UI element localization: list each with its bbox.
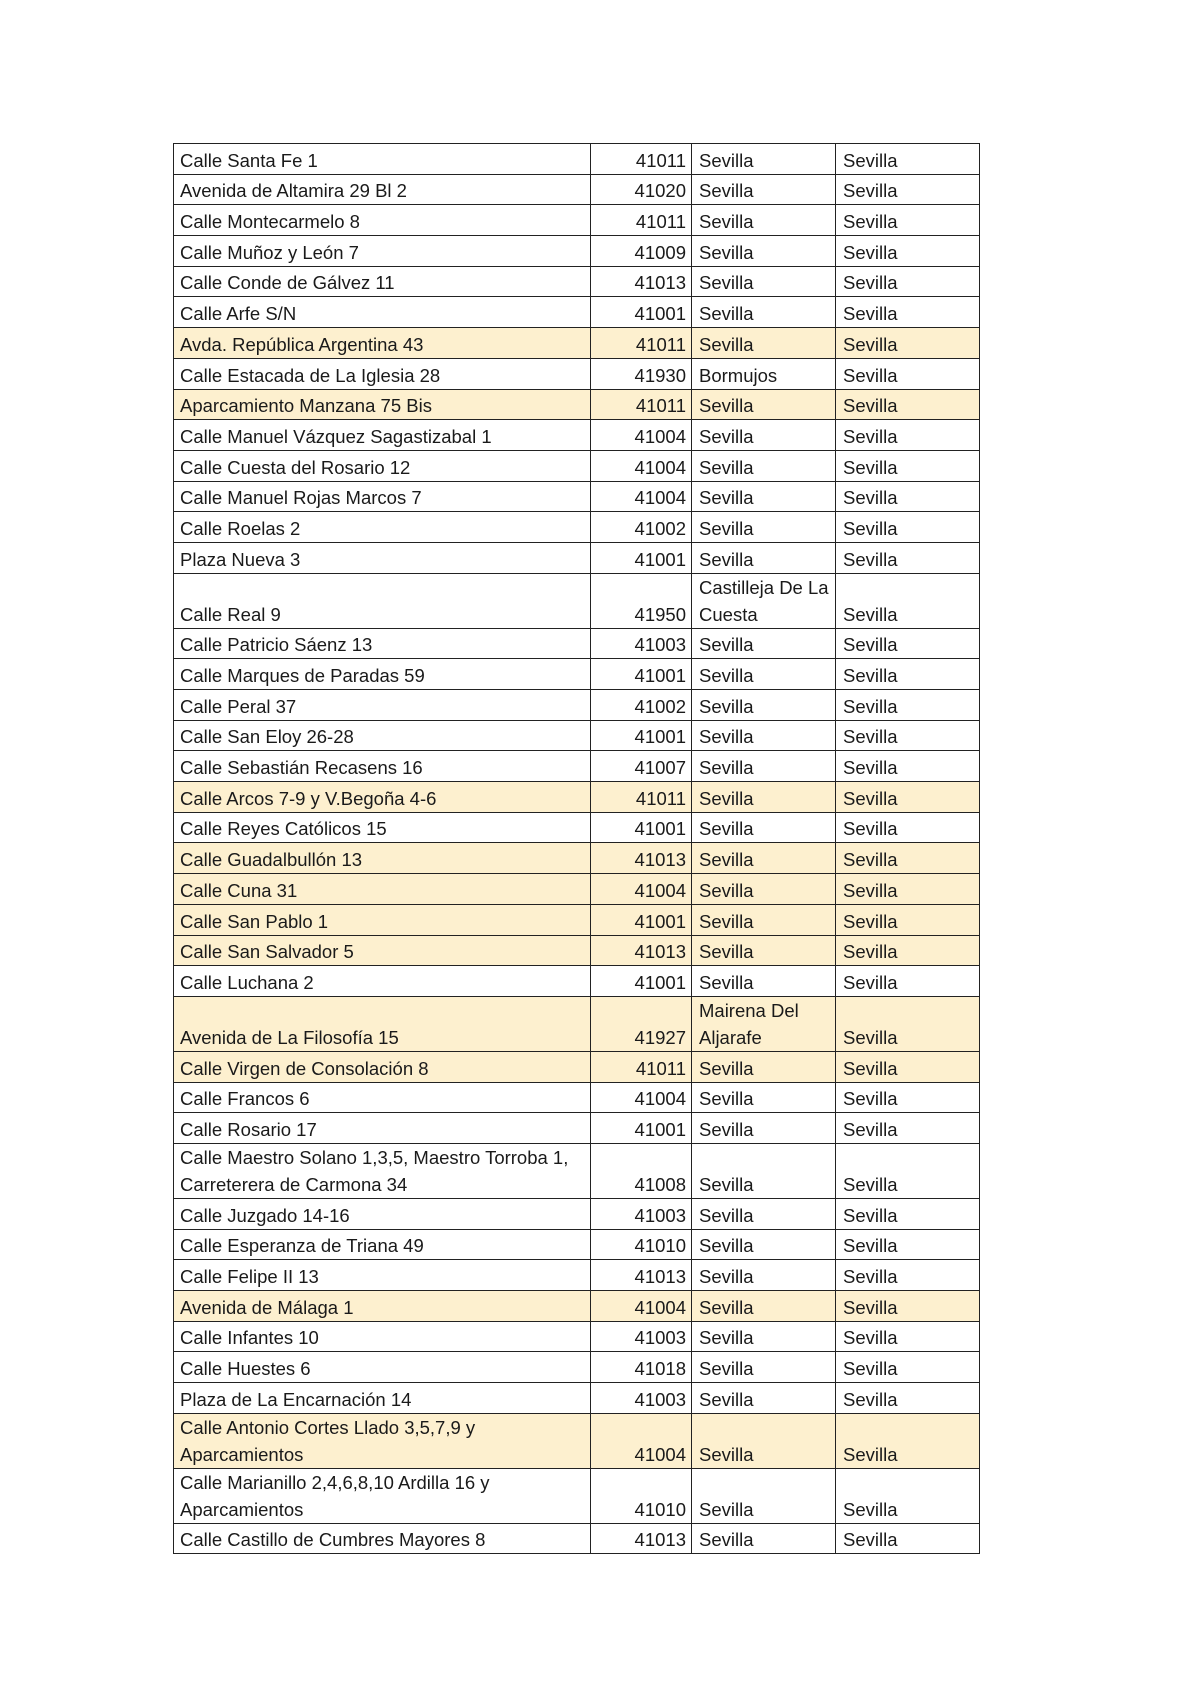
postal-code-cell: 41950 xyxy=(591,573,692,628)
address-cell: Calle Luchana 2 xyxy=(174,966,591,997)
table-row xyxy=(174,420,980,451)
postal-code-cell: 41011 xyxy=(591,328,692,359)
locality-cell: Sevilla xyxy=(692,690,836,721)
province-cell: Sevilla xyxy=(836,174,980,205)
province-cell: Sevilla xyxy=(836,1383,980,1414)
postal-code-cell: 41013 xyxy=(591,1523,692,1554)
table-row xyxy=(174,904,980,935)
locality-cell: Sevilla xyxy=(692,1413,836,1468)
address-cell: Aparcamiento Manzana 75 Bis xyxy=(174,389,591,420)
locality-cell: Sevilla xyxy=(692,1198,836,1229)
table-row xyxy=(174,389,980,420)
postal-code-cell: 41001 xyxy=(591,904,692,935)
table-row xyxy=(174,1523,980,1554)
postal-code-cell: 41004 xyxy=(591,1413,692,1468)
locality-cell: Sevilla xyxy=(692,542,836,573)
table-row xyxy=(174,751,980,782)
postal-code-cell: 41001 xyxy=(591,1113,692,1144)
table-row xyxy=(174,966,980,997)
postal-code-cell: 41011 xyxy=(591,389,692,420)
postal-code-cell: 41004 xyxy=(591,1082,692,1113)
address-cell: Calle Juzgado 14-16 xyxy=(174,1198,591,1229)
table-row xyxy=(174,1321,980,1352)
locality-cell: Sevilla xyxy=(692,1352,836,1383)
locality-cell: Sevilla xyxy=(692,144,836,175)
address-cell: Calle Felipe II 13 xyxy=(174,1260,591,1291)
locality-cell: Sevilla xyxy=(692,481,836,512)
address-cell: Avda. República Argentina 43 xyxy=(174,328,591,359)
address-cell: Calle Real 9 xyxy=(174,573,591,628)
postal-code-cell: 41004 xyxy=(591,874,692,905)
locality-cell: Mairena Del Aljarafe xyxy=(692,996,836,1051)
table-row xyxy=(174,573,980,628)
postal-code-cell: 41020 xyxy=(591,174,692,205)
locality-cell: Sevilla xyxy=(692,236,836,267)
province-cell: Sevilla xyxy=(836,1051,980,1082)
locality-cell: Sevilla xyxy=(692,782,836,813)
address-cell: Calle Maestro Solano 1,3,5, Maestro Torroba 1, Carreterera de Carmona 34 xyxy=(174,1143,591,1198)
address-cell: Calle Reyes Católicos 15 xyxy=(174,812,591,843)
postal-code-cell: 41013 xyxy=(591,935,692,966)
table-row xyxy=(174,1260,980,1291)
address-cell: Calle Peral 37 xyxy=(174,690,591,721)
address-cell: Calle Arcos 7-9 y V.Begoña 4-6 xyxy=(174,782,591,813)
address-cell: Calle Francos 6 xyxy=(174,1082,591,1113)
table-row xyxy=(174,628,980,659)
postal-code-cell: 41001 xyxy=(591,659,692,690)
locality-cell: Castilleja De La Cuesta xyxy=(692,573,836,628)
postal-code-cell: 41930 xyxy=(591,358,692,389)
locality-cell: Sevilla xyxy=(692,1082,836,1113)
postal-code-cell: 41004 xyxy=(591,420,692,451)
locality-cell: Sevilla xyxy=(692,1051,836,1082)
table-row xyxy=(174,1413,980,1468)
province-cell: Sevilla xyxy=(836,659,980,690)
province-cell: Sevilla xyxy=(836,1352,980,1383)
table-row xyxy=(174,812,980,843)
postal-code-cell: 41009 xyxy=(591,236,692,267)
address-table-body xyxy=(174,144,980,1554)
locality-cell: Sevilla xyxy=(692,1523,836,1554)
address-cell: Avenida de Málaga 1 xyxy=(174,1291,591,1322)
table-row xyxy=(174,782,980,813)
province-cell: Sevilla xyxy=(836,904,980,935)
table-row xyxy=(174,512,980,543)
locality-cell: Sevilla xyxy=(692,904,836,935)
table-row xyxy=(174,659,980,690)
address-cell: Calle Cuesta del Rosario 12 xyxy=(174,450,591,481)
address-cell: Calle Roelas 2 xyxy=(174,512,591,543)
table-row xyxy=(174,328,980,359)
table-row xyxy=(174,542,980,573)
province-cell: Sevilla xyxy=(836,450,980,481)
postal-code-cell: 41010 xyxy=(591,1468,692,1523)
table-row xyxy=(174,1198,980,1229)
postal-code-cell: 41002 xyxy=(591,512,692,543)
locality-cell: Sevilla xyxy=(692,935,836,966)
locality-cell: Sevilla xyxy=(692,1113,836,1144)
postal-code-cell: 41018 xyxy=(591,1352,692,1383)
postal-code-cell: 41001 xyxy=(591,812,692,843)
locality-cell: Sevilla xyxy=(692,1260,836,1291)
address-cell: Calle Conde de Gálvez 11 xyxy=(174,266,591,297)
province-cell: Sevilla xyxy=(836,1468,980,1523)
province-cell: Sevilla xyxy=(836,389,980,420)
province-cell: Sevilla xyxy=(836,205,980,236)
address-cell: Calle Muñoz y León 7 xyxy=(174,236,591,267)
locality-cell: Sevilla xyxy=(692,966,836,997)
postal-code-cell: 41013 xyxy=(591,843,692,874)
address-cell: Calle Arfe S/N xyxy=(174,297,591,328)
locality-cell: Sevilla xyxy=(692,874,836,905)
postal-code-cell: 41007 xyxy=(591,751,692,782)
address-cell: Avenida de La Filosofía 15 xyxy=(174,996,591,1051)
table-row xyxy=(174,481,980,512)
postal-code-cell: 41004 xyxy=(591,481,692,512)
table-row xyxy=(174,1082,980,1113)
province-cell: Sevilla xyxy=(836,782,980,813)
province-cell: Sevilla xyxy=(836,874,980,905)
table-row xyxy=(174,358,980,389)
address-cell: Calle Virgen de Consolación 8 xyxy=(174,1051,591,1082)
table-row xyxy=(174,996,980,1051)
locality-cell: Sevilla xyxy=(692,174,836,205)
postal-code-cell: 41011 xyxy=(591,782,692,813)
province-cell: Sevilla xyxy=(836,266,980,297)
address-cell: Calle Montecarmelo 8 xyxy=(174,205,591,236)
postal-code-cell: 41927 xyxy=(591,996,692,1051)
table-row xyxy=(174,144,980,175)
province-cell: Sevilla xyxy=(836,1291,980,1322)
table-row xyxy=(174,1291,980,1322)
address-cell: Calle San Salvador 5 xyxy=(174,935,591,966)
locality-cell: Sevilla xyxy=(692,205,836,236)
postal-code-cell: 41004 xyxy=(591,1291,692,1322)
table-row xyxy=(174,1383,980,1414)
address-table xyxy=(173,143,980,1554)
province-cell: Sevilla xyxy=(836,512,980,543)
postal-code-cell: 41001 xyxy=(591,720,692,751)
address-cell: Calle Sebastián Recasens 16 xyxy=(174,751,591,782)
address-cell: Calle Cuna 31 xyxy=(174,874,591,905)
address-cell: Calle Santa Fe 1 xyxy=(174,144,591,175)
postal-code-cell: 41001 xyxy=(591,966,692,997)
postal-code-cell: 41002 xyxy=(591,690,692,721)
table-row xyxy=(174,450,980,481)
locality-cell: Sevilla xyxy=(692,420,836,451)
table-row xyxy=(174,266,980,297)
province-cell: Sevilla xyxy=(836,573,980,628)
locality-cell: Sevilla xyxy=(692,1229,836,1260)
address-cell: Calle Marques de Paradas 59 xyxy=(174,659,591,690)
locality-cell: Sevilla xyxy=(692,659,836,690)
locality-cell: Sevilla xyxy=(692,266,836,297)
postal-code-cell: 41001 xyxy=(591,542,692,573)
locality-cell: Sevilla xyxy=(692,751,836,782)
table-row xyxy=(174,874,980,905)
postal-code-cell: 41003 xyxy=(591,1321,692,1352)
address-cell: Calle Rosario 17 xyxy=(174,1113,591,1144)
postal-code-cell: 41004 xyxy=(591,450,692,481)
postal-code-cell: 41011 xyxy=(591,1051,692,1082)
province-cell: Sevilla xyxy=(836,720,980,751)
table-row xyxy=(174,236,980,267)
province-cell: Sevilla xyxy=(836,1321,980,1352)
table-row xyxy=(174,935,980,966)
locality-cell: Sevilla xyxy=(692,1321,836,1352)
province-cell: Sevilla xyxy=(836,328,980,359)
address-cell: Avenida de Altamira 29 Bl 2 xyxy=(174,174,591,205)
province-cell: Sevilla xyxy=(836,297,980,328)
locality-cell: Bormujos xyxy=(692,358,836,389)
table-row xyxy=(174,1143,980,1198)
province-cell: Sevilla xyxy=(836,628,980,659)
table-row xyxy=(174,1468,980,1523)
table-row xyxy=(174,1051,980,1082)
table-row xyxy=(174,1352,980,1383)
province-cell: Sevilla xyxy=(836,996,980,1051)
locality-cell: Sevilla xyxy=(692,1291,836,1322)
locality-cell: Sevilla xyxy=(692,297,836,328)
table-row xyxy=(174,1229,980,1260)
province-cell: Sevilla xyxy=(836,358,980,389)
address-cell: Calle Infantes 10 xyxy=(174,1321,591,1352)
province-cell: Sevilla xyxy=(836,966,980,997)
address-cell: Calle Castillo de Cumbres Mayores 8 xyxy=(174,1523,591,1554)
province-cell: Sevilla xyxy=(836,690,980,721)
locality-cell: Sevilla xyxy=(692,1468,836,1523)
province-cell: Sevilla xyxy=(836,1082,980,1113)
province-cell: Sevilla xyxy=(836,1523,980,1554)
address-cell: Calle Huestes 6 xyxy=(174,1352,591,1383)
address-cell: Calle Antonio Cortes Llado 3,5,7,9 y Aparcamientos xyxy=(174,1413,591,1468)
postal-code-cell: 41011 xyxy=(591,205,692,236)
province-cell: Sevilla xyxy=(836,1198,980,1229)
locality-cell: Sevilla xyxy=(692,512,836,543)
address-cell: Calle San Eloy 26-28 xyxy=(174,720,591,751)
locality-cell: Sevilla xyxy=(692,1143,836,1198)
address-cell: Calle San Pablo 1 xyxy=(174,904,591,935)
province-cell: Sevilla xyxy=(836,1143,980,1198)
address-cell: Plaza de La Encarnación 14 xyxy=(174,1383,591,1414)
postal-code-cell: 41003 xyxy=(591,1198,692,1229)
postal-code-cell: 41001 xyxy=(591,297,692,328)
postal-code-cell: 41003 xyxy=(591,628,692,659)
table-row xyxy=(174,1113,980,1144)
address-cell: Calle Manuel Vázquez Sagastizabal 1 xyxy=(174,420,591,451)
province-cell: Sevilla xyxy=(836,1229,980,1260)
province-cell: Sevilla xyxy=(836,144,980,175)
table-row xyxy=(174,843,980,874)
province-cell: Sevilla xyxy=(836,1413,980,1468)
province-cell: Sevilla xyxy=(836,236,980,267)
locality-cell: Sevilla xyxy=(692,843,836,874)
province-cell: Sevilla xyxy=(836,1260,980,1291)
locality-cell: Sevilla xyxy=(692,720,836,751)
locality-cell: Sevilla xyxy=(692,328,836,359)
address-cell: Calle Marianillo 2,4,6,8,10 Ardilla 16 y Aparcamientos xyxy=(174,1468,591,1523)
locality-cell: Sevilla xyxy=(692,1383,836,1414)
address-cell: Calle Guadalbullón 13 xyxy=(174,843,591,874)
postal-code-cell: 41013 xyxy=(591,266,692,297)
address-cell: Calle Estacada de La Iglesia 28 xyxy=(174,358,591,389)
province-cell: Sevilla xyxy=(836,843,980,874)
address-cell: Calle Esperanza de Triana 49 xyxy=(174,1229,591,1260)
locality-cell: Sevilla xyxy=(692,812,836,843)
province-cell: Sevilla xyxy=(836,542,980,573)
postal-code-cell: 41010 xyxy=(591,1229,692,1260)
postal-code-cell: 41008 xyxy=(591,1143,692,1198)
province-cell: Sevilla xyxy=(836,420,980,451)
table-row xyxy=(174,690,980,721)
province-cell: Sevilla xyxy=(836,935,980,966)
table-row xyxy=(174,174,980,205)
postal-code-cell: 41013 xyxy=(591,1260,692,1291)
postal-code-cell: 41011 xyxy=(591,144,692,175)
province-cell: Sevilla xyxy=(836,1113,980,1144)
locality-cell: Sevilla xyxy=(692,450,836,481)
table-row xyxy=(174,297,980,328)
locality-cell: Sevilla xyxy=(692,628,836,659)
table-row xyxy=(174,205,980,236)
table-row xyxy=(174,720,980,751)
address-cell: Calle Patricio Sáenz 13 xyxy=(174,628,591,659)
postal-code-cell: 41003 xyxy=(591,1383,692,1414)
locality-cell: Sevilla xyxy=(692,389,836,420)
address-cell: Plaza Nueva 3 xyxy=(174,542,591,573)
address-cell: Calle Manuel Rojas Marcos 7 xyxy=(174,481,591,512)
province-cell: Sevilla xyxy=(836,751,980,782)
province-cell: Sevilla xyxy=(836,481,980,512)
province-cell: Sevilla xyxy=(836,812,980,843)
